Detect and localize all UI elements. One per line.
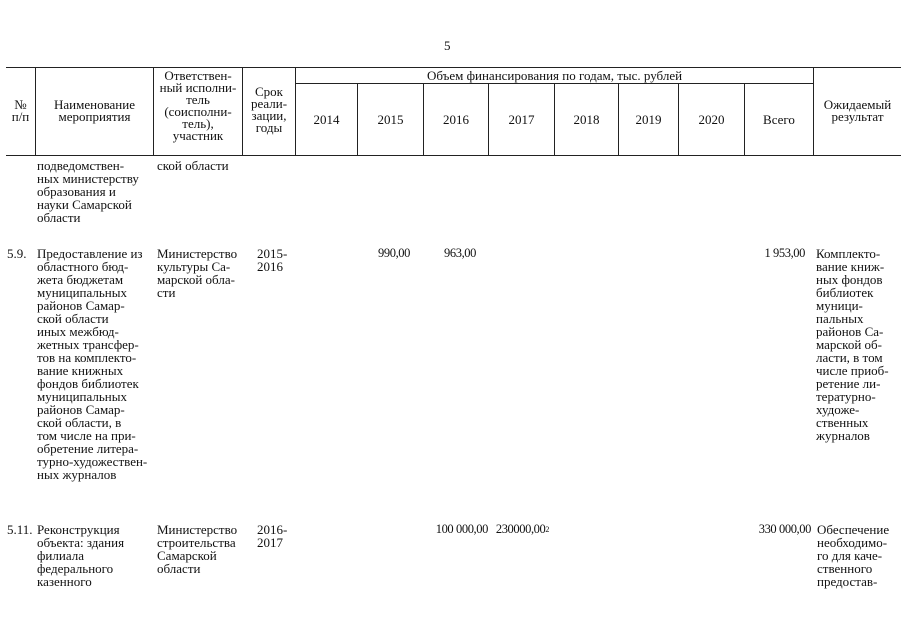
row-responsible: Министерство строительства Самарской области xyxy=(157,522,238,576)
header-result: Ожидаемый результат xyxy=(823,97,892,124)
row-name: Реконструкция объекта: здания филиала федерального казенного xyxy=(37,522,125,589)
row-name: подведомствен- ных министерству образования и науки Самарской области xyxy=(37,158,139,225)
header-num: № п/п xyxy=(11,97,30,124)
footnote-mark: 2 xyxy=(545,525,549,534)
row-value-2017-amount: 230000,00 xyxy=(495,522,546,536)
header-year-2017: 2017 xyxy=(508,112,535,127)
row-result: Обеспечение необходимо- го для каче- ственного предостав- xyxy=(817,522,890,589)
row-term: 2015- 2016 xyxy=(257,246,288,274)
row-term: 2016- 2017 xyxy=(257,522,288,550)
row-value-2016: 963,00 xyxy=(444,246,476,260)
row-value-total: 1 953,00 xyxy=(764,246,805,260)
row-value-2015: 990,00 xyxy=(378,246,410,260)
page-number: 5 xyxy=(444,38,451,53)
row-value-2017 xyxy=(489,523,549,536)
header-year-2015: 2015 xyxy=(377,112,404,127)
header-year-2016: 2016 xyxy=(443,112,469,127)
row-responsible: ской области xyxy=(157,158,229,173)
header-term: Срок реали- зации, годы xyxy=(250,84,288,135)
header-year-2018: 2018 xyxy=(573,112,600,127)
header-bottom-border xyxy=(6,155,901,156)
row-name: Предоставление из областного бюд- жета бюджетам муниципальных районов Самар- ской области иных межбюд- жетных трансфер- тов на комплекто- вание книжных фондов библиотек муниципальных районов Самар- ской области, в том числе на при- обретение литера- турно-художествен- ных журналов xyxy=(37,246,148,482)
row-result: Комплекто- вание книж- ных фондов библиотек муници- пальных районов Са- марской об- ласти, в том числе приоб- ретение ли- тературно- художе- ственных журналов xyxy=(816,246,889,443)
row-value-total: 330 000,00 xyxy=(758,522,811,536)
row-value-2016: 100 000,00 xyxy=(435,522,488,536)
header-funding-title: Объем финансирования по годам, тыс. рублей xyxy=(426,68,683,83)
row-responsible: Министерство культуры Са- марской обла- сти xyxy=(157,246,238,300)
header-year-2019: 2019 xyxy=(635,112,662,127)
row-num: 5.9. xyxy=(7,246,27,261)
header-responsible: Ответствен- ный исполни- тель (соисполни- тель), участник xyxy=(159,68,237,143)
header-year-2014: 2014 xyxy=(313,112,340,127)
header-total: Всего xyxy=(763,112,795,127)
header-year-2020: 2020 xyxy=(698,112,725,127)
row-num: 5.11. xyxy=(7,522,33,537)
header-name: Наименование мероприятия xyxy=(54,97,135,124)
